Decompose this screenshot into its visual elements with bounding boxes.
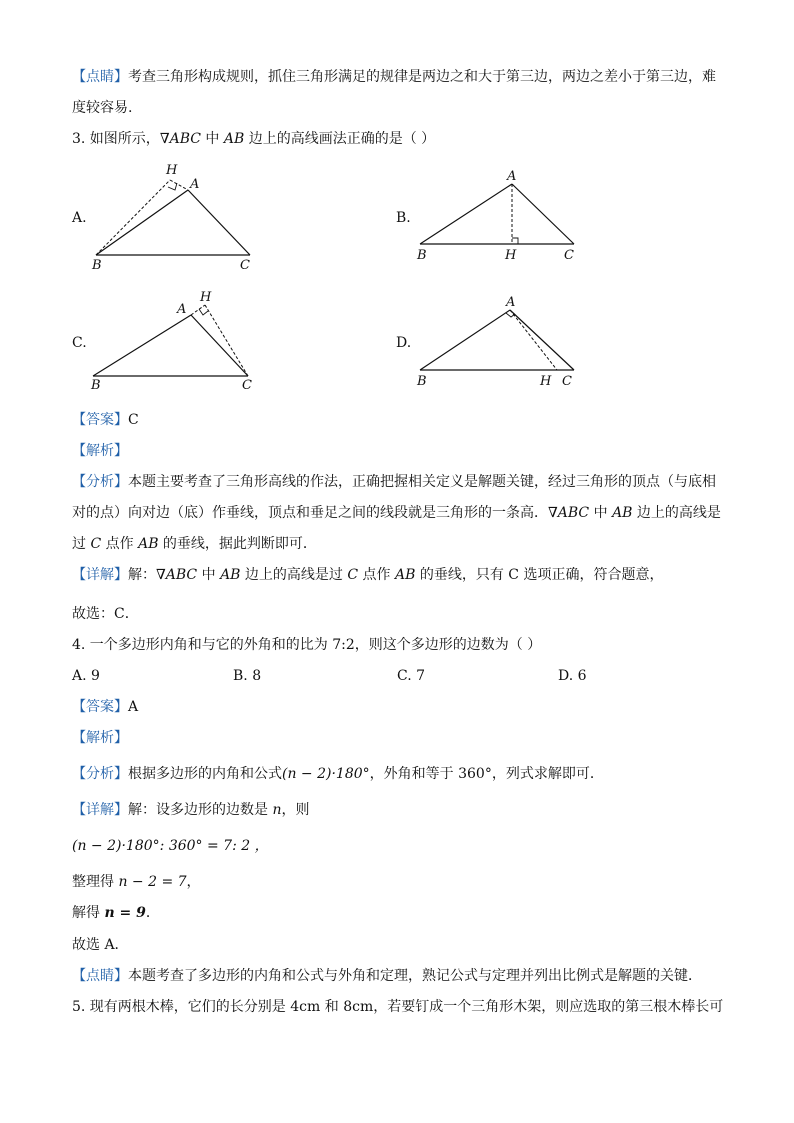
q3-option-a-label: A. bbox=[72, 210, 87, 226]
q4-jiexi bbox=[72, 728, 128, 748]
label-b: B bbox=[417, 248, 427, 263]
dianjing-tag: 【点睛】 bbox=[72, 968, 128, 984]
xiangjie-c: 边上的高线是过 bbox=[240, 567, 348, 583]
question-5-stem bbox=[72, 997, 723, 1017]
question-4-stem bbox=[72, 635, 541, 655]
dianjing-text-2: 度较容易. bbox=[72, 100, 133, 116]
fenxi-c: ，列式求解即可． bbox=[491, 766, 604, 782]
q3-xiangjie bbox=[72, 565, 663, 585]
label-c: C bbox=[240, 258, 250, 273]
fenxi-text-3b: 点作 bbox=[101, 536, 139, 552]
label-h: H bbox=[540, 374, 552, 389]
q4-answer bbox=[72, 697, 138, 717]
label-a: A bbox=[506, 295, 516, 310]
q4-equation-1 bbox=[72, 836, 269, 856]
dianjing-tag: 【点睛】 bbox=[72, 69, 128, 85]
q3-stem-ab: AB bbox=[223, 131, 245, 147]
label-b: B bbox=[91, 378, 101, 393]
fenxi-text-2c: 边上的高线是 bbox=[632, 505, 721, 521]
q3-figure-d bbox=[414, 292, 594, 392]
q5-b: 和 bbox=[320, 999, 344, 1015]
question-3-stem bbox=[72, 129, 435, 149]
jiexi-tag: 【解析】 bbox=[72, 730, 128, 746]
fenxi-deg: 360° bbox=[458, 766, 492, 782]
q3-figure-b bbox=[414, 168, 589, 268]
fenxi-b: ，外角和等于 bbox=[369, 766, 459, 782]
fenxi-ab: AB bbox=[612, 505, 633, 521]
equation-3-a: 解得 bbox=[72, 905, 105, 921]
label-h: H bbox=[200, 290, 212, 305]
label-b: B bbox=[92, 258, 102, 273]
xiangjie-e: 的垂线，只有 C 选项正确，符合题意， bbox=[415, 567, 664, 583]
q3-stem-b: 中 bbox=[200, 131, 224, 147]
equation-2-a: 整理得 bbox=[72, 874, 119, 890]
label-c: C bbox=[564, 248, 574, 263]
q3-stem-c: 边上的高线画法正确的是（ ） bbox=[244, 131, 436, 147]
label-a: A bbox=[190, 177, 200, 192]
q3-option-c-label: C. bbox=[72, 335, 87, 351]
q5-len1: 4cm bbox=[290, 999, 321, 1015]
q3-stem-a: 3. 如图所示， bbox=[72, 131, 160, 147]
fenxi-a: 根据多边形的内角和公式 bbox=[128, 766, 282, 782]
fenxi-text-3a: 过 bbox=[72, 536, 91, 552]
fenxi-text-2a: 对的点）向对边（底）作垂线，顶点和垂足之间的线段就是三角形的一条高． bbox=[72, 505, 548, 521]
xiangjie-d: 点作 bbox=[358, 567, 395, 583]
xiangjie-tag: 【详解】 bbox=[72, 567, 128, 583]
q4-equation-3 bbox=[72, 903, 160, 923]
label-a: A bbox=[507, 169, 517, 184]
q3-fenxi-line-3 bbox=[72, 534, 317, 554]
jiexi-tag: 【解析】 bbox=[72, 443, 128, 459]
q4-ratio: 7:2 bbox=[332, 637, 355, 653]
q4-stem-b: ，则这个多边形的边数为（ ） bbox=[354, 637, 542, 653]
q5-a: 5. 现有两根木棒，它们的长分别是 bbox=[72, 999, 291, 1015]
xiangjie-cpt: C bbox=[347, 567, 359, 583]
fenxi-tag: 【分析】 bbox=[72, 766, 128, 782]
fenxi-formula: (n − 2)·180° bbox=[282, 766, 370, 782]
dianjing-text-1: 考查三角形构成规则，抓住三角形满足的规律是两边之和大于第三边，两边之差小于第三边，难 bbox=[128, 69, 716, 85]
equation-2-b: n − 2 = 7 bbox=[118, 874, 187, 890]
label-b: B bbox=[417, 374, 427, 389]
q4-option-c: C. 7 bbox=[397, 668, 426, 684]
q3-option-d-label: D. bbox=[396, 335, 412, 351]
q4-stem-a: 4. 一个多边形内角和与它的外角和的比为 bbox=[72, 637, 333, 653]
q4-option-d: D. 6 bbox=[558, 668, 587, 684]
q3-figure-c bbox=[88, 285, 268, 395]
q3-stem-triangle: ∇ABC bbox=[159, 131, 201, 147]
equation-3-c: ． bbox=[145, 905, 160, 921]
q3-figure-a bbox=[88, 160, 268, 275]
q4-guxuan: 故选 A． bbox=[72, 937, 129, 953]
q3-guxuan: 故选：C． bbox=[72, 606, 139, 622]
q4-equation-2 bbox=[72, 872, 201, 892]
q3-option-b-label: B. bbox=[396, 210, 411, 226]
answer-tag: 【答案】 bbox=[72, 699, 128, 715]
xiangjie-b: ，则 bbox=[281, 802, 310, 818]
label-h: H bbox=[505, 248, 517, 263]
label-c: C bbox=[562, 374, 572, 389]
dianjing-line-1 bbox=[72, 67, 716, 87]
label-h: H bbox=[166, 163, 178, 178]
equation-3-b: n = 9 bbox=[104, 905, 146, 921]
q4-option-b: B. 8 bbox=[233, 668, 262, 684]
label-a: A bbox=[177, 302, 187, 317]
xiangjie-triangle: ∇ABC bbox=[156, 567, 198, 583]
equation-1: (n − 2)·180°: 360° = 7: 2 ， bbox=[72, 838, 269, 854]
equation-2-c: ， bbox=[186, 874, 201, 890]
q5-len2: 8cm bbox=[343, 999, 374, 1015]
dianjing-line-2 bbox=[72, 98, 132, 118]
answer-value: A bbox=[128, 699, 139, 715]
fenxi-text-3c: 的垂线，据此判断即可． bbox=[158, 536, 317, 552]
q3-jiexi bbox=[72, 441, 128, 461]
fenxi-c: C bbox=[90, 536, 102, 552]
fenxi-tag: 【分析】 bbox=[72, 474, 128, 490]
xiangjie-tag: 【详解】 bbox=[72, 802, 128, 818]
q4-xiangjie bbox=[72, 800, 309, 820]
xiangjie-ab: AB bbox=[220, 567, 241, 583]
q3-answer bbox=[72, 410, 139, 430]
xiangjie-ab-2: AB bbox=[395, 567, 416, 583]
fenxi-ab-2: AB bbox=[138, 536, 159, 552]
q4-dianjing bbox=[72, 966, 702, 986]
xiangjie-n: n bbox=[272, 802, 282, 818]
xiangjie-a: 解：设多边形的边数是 bbox=[128, 802, 273, 818]
dianjing-text: 本题考查了多边形的内角和公式与外角和定理，熟记公式与定理并列出比例式是解题的关键． bbox=[128, 968, 702, 984]
q4-option-a: A. 9 bbox=[72, 668, 100, 684]
fenxi-text-1: 本题主要考查了三角形高线的作法，正确把握相关定义是解题关键，经过三角形的顶点（与底相 bbox=[128, 474, 716, 490]
answer-tag: 【答案】 bbox=[72, 412, 128, 428]
answer-value: C bbox=[128, 412, 139, 428]
q4-fenxi bbox=[72, 764, 604, 784]
xiangjie-a: 解： bbox=[128, 567, 156, 583]
q3-fenxi-line-1 bbox=[72, 472, 716, 492]
label-c: C bbox=[242, 378, 252, 393]
fenxi-text-2b: 中 bbox=[589, 505, 613, 521]
xiangjie-b: 中 bbox=[197, 567, 221, 583]
q3-fenxi-line-2 bbox=[72, 503, 721, 523]
fenxi-triangle: ∇ABC bbox=[548, 505, 590, 521]
q5-c: ，若要钉成一个三角形木架，则应选取的第三根木棒长可 bbox=[373, 999, 724, 1015]
